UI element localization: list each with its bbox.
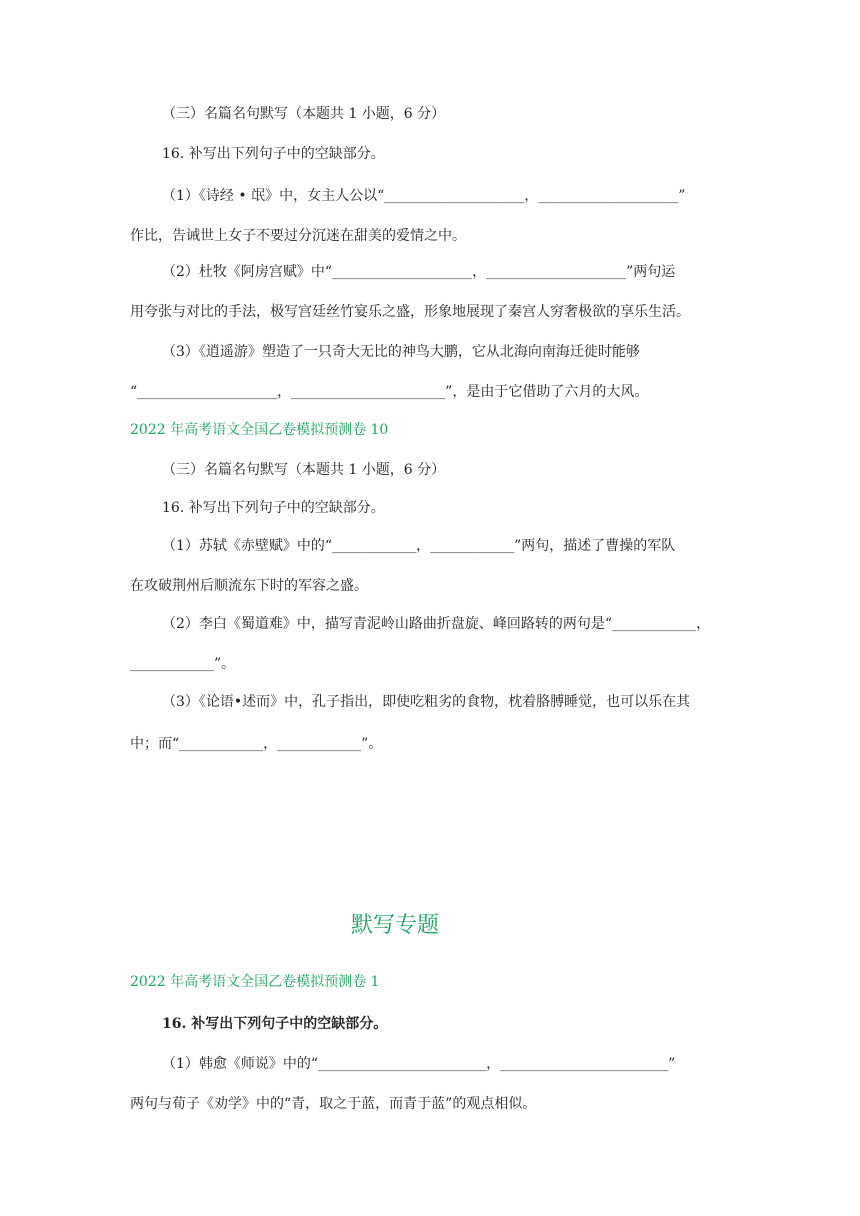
exam-title: 2022 年高考语文全国乙卷模拟预测卷 10 [130,422,389,438]
question-prompt: 16. 补写出下列句子中的空缺部分。 [162,1016,388,1032]
question-item-2-cont: ____________”。 [130,656,236,672]
topic-title: 默写专题 [350,913,439,938]
question-item-3-cont: 中；而“____________，____________”。 [130,736,383,752]
section-header: （三）名篇名句默写（本题共 1 小题，6 分） [162,106,446,122]
question-item-3: （3）《逍遥游》塑造了一只奇大无比的神鸟大鹏，它从北海向南海迁徙时能够 [162,344,640,360]
question-item-1: （1）苏轼《赤壁赋》中的“____________，____________”两句，描述了曹操的军队 [162,538,676,554]
question-item-1-cont: 作比，告诫世上女子不要过分沉迷在甜美的爱情之中。 [130,228,466,244]
exam-title: 2022 年高考语文全国乙卷模拟预测卷 1 [130,974,380,990]
question-prompt: 16. 补写出下列句子中的空缺部分。 [162,500,385,516]
question-item-2: （2）杜牧《阿房宫赋》中“____________________，____________________”两句运 [162,264,676,280]
question-item-2: （2）李白《蜀道难》中，描写青泥岭山路曲折盘旋、峰回路转的两句是“____________， [162,616,711,632]
question-item-3: （3）《论语•述而》中，孔子指出，即使吃粗劣的食物，枕着胳膊睡觉，也可以乐在其 [162,694,691,710]
question-item-1: （1）《诗经 • 氓》中，女主人公以“____________________，____________________” [162,188,686,204]
question-item-3-cont: “____________________，______________________”，是由于它借助了六月的大风。 [130,384,649,400]
question-item-1-cont: 两句与荀子《劝学》中的“青，取之于蓝，而青于蓝”的观点相似。 [130,1096,537,1112]
question-prompt: 16. 补写出下列句子中的空缺部分。 [162,146,385,162]
question-item-2-cont: 用夸张与对比的手法，极写宫廷丝竹宴乐之盛，形象地展现了秦宫人穷奢极欲的享乐生活。 [130,304,690,320]
question-item-1-cont: 在攻破荆州后顺流东下时的军容之盛。 [130,578,368,594]
section-header: （三）名篇名句默写（本题共 1 小题，6 分） [162,462,446,478]
question-item-1: （1）韩愈《师说》中的“________________________，________________________” [162,1056,676,1072]
